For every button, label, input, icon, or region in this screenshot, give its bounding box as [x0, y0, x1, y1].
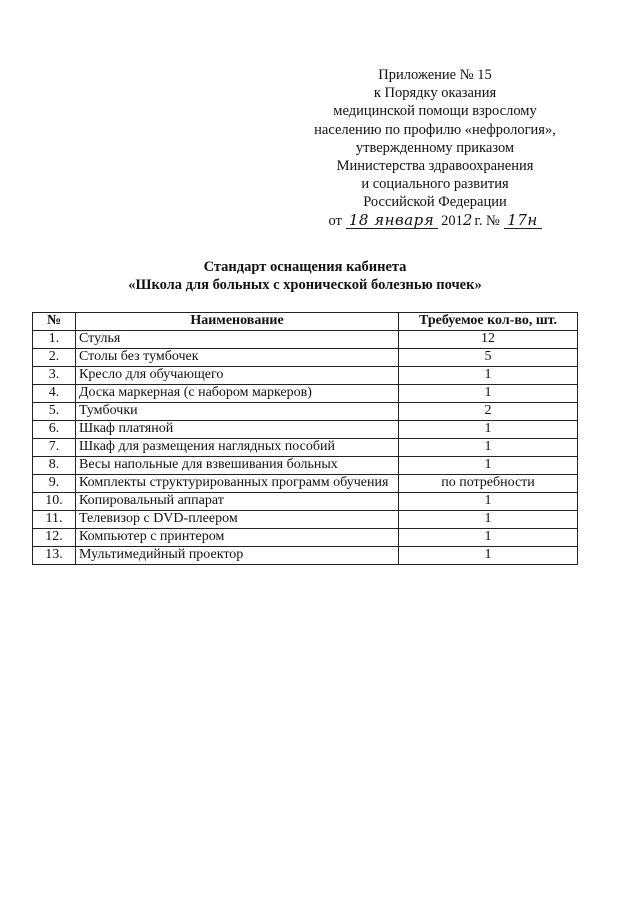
table-row	[33, 493, 578, 511]
document-title	[100, 258, 510, 294]
row-name: Доска маркерная (с набором маркеров)	[76, 385, 399, 403]
number-prefix: г. №	[474, 212, 500, 229]
appendix-line: утвержденному приказом	[355, 139, 515, 156]
row-name: Весы напольные для взвешивания больных	[76, 457, 399, 475]
row-name: Стулья	[76, 331, 399, 349]
row-num: 6.	[33, 421, 76, 439]
header-num: №	[33, 313, 76, 331]
row-num: 9.	[33, 475, 76, 493]
table-row	[33, 331, 578, 349]
header-name: Наименование	[76, 313, 399, 331]
row-qty: 1	[399, 529, 578, 547]
table-row	[33, 457, 578, 475]
row-name: Кресло для обучающего	[76, 367, 399, 385]
row-name: Телевизор с DVD-плеером	[76, 511, 399, 529]
row-num: 13.	[33, 547, 76, 565]
row-num: 3.	[33, 367, 76, 385]
table-row	[33, 385, 578, 403]
row-qty: 1	[399, 439, 578, 457]
row-name: Комплекты структурированных программ обучения	[76, 475, 399, 493]
row-num: 7.	[33, 439, 76, 457]
appendix-line: медицинской помощи взрослому	[333, 103, 537, 120]
header-qty: Требуемое кол-во, шт.	[399, 313, 578, 331]
row-name: Копировальный аппарат	[76, 493, 399, 511]
row-num: 4.	[33, 385, 76, 403]
row-qty: 1	[399, 547, 578, 565]
appendix-line: к Порядку оказания	[373, 85, 497, 102]
order-date-line	[300, 212, 570, 230]
row-name: Шкаф для размещения наглядных пособий	[76, 439, 399, 457]
table-row	[33, 529, 578, 547]
table-header-row	[33, 313, 578, 331]
row-num: 11.	[33, 511, 76, 529]
year-prefix: 201	[441, 212, 463, 229]
appendix-line: Российской Федерации	[363, 194, 507, 211]
table-row	[33, 349, 578, 367]
table-row	[33, 475, 578, 493]
row-qty: 12	[399, 331, 578, 349]
row-qty: 1	[399, 421, 578, 439]
row-name: Мультимедийный проектор	[76, 547, 399, 565]
row-num: 5.	[33, 403, 76, 421]
row-qty: 1	[399, 493, 578, 511]
row-num: 1.	[33, 331, 76, 349]
appendix-line: Министерства здравоохранения	[336, 158, 534, 175]
row-qty: 1	[399, 457, 578, 475]
row-name: Тумбочки	[76, 403, 399, 421]
appendix-line: Приложение № 15	[378, 67, 492, 83]
row-qty: 1	[399, 367, 578, 385]
table-row	[33, 511, 578, 529]
equipment-table	[32, 312, 578, 565]
handwritten-date: 18 января	[346, 213, 438, 229]
row-name: Столы без тумбочек	[76, 349, 399, 367]
appendix-line: и социального развития	[361, 176, 509, 193]
date-prefix: от	[328, 212, 342, 229]
appendix-line: населению по профилю «нефрология»,	[314, 121, 556, 138]
row-qty: 1	[399, 511, 578, 529]
table-row	[33, 403, 578, 421]
row-qty: 1	[399, 385, 578, 403]
table-row	[33, 367, 578, 385]
row-qty: по потребности	[399, 475, 578, 493]
table-row	[33, 547, 578, 565]
table-row	[33, 421, 578, 439]
handwritten-order-number: 17н	[504, 213, 542, 229]
row-qty: 2	[399, 403, 578, 421]
row-num: 10.	[33, 493, 76, 511]
row-num: 12.	[33, 529, 76, 547]
appendix-header	[300, 66, 570, 230]
table-row	[33, 439, 578, 457]
title-line-1: Стандарт оснащения кабинета	[203, 259, 407, 275]
row-name: Шкаф платяной	[76, 421, 399, 439]
title-line-2: «Школа для больных с хронической болезнью почек»	[128, 277, 482, 293]
row-num: 2.	[33, 349, 76, 367]
row-name: Компьютер с принтером	[76, 529, 399, 547]
row-num: 8.	[33, 457, 76, 475]
row-qty: 5	[399, 349, 578, 367]
handwritten-year-digit: 2	[462, 210, 473, 229]
